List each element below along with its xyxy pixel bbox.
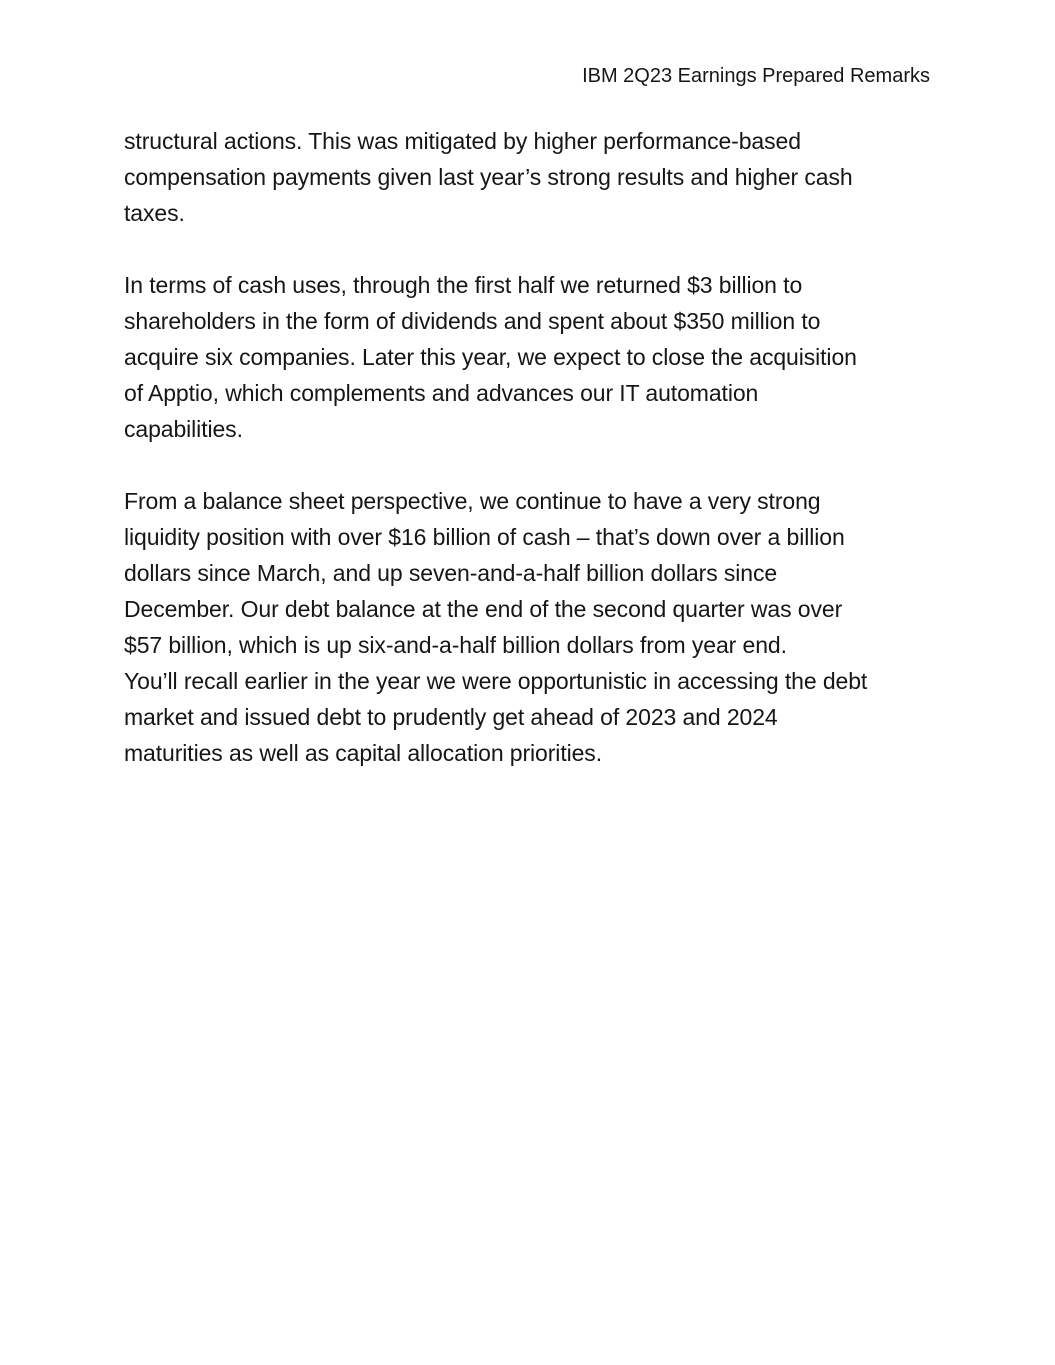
text-line: shareholders in the form of dividends and spent about $350 million to [124, 308, 821, 334]
text-line: In terms of cash uses, through the first half we returned $3 billion to [124, 272, 803, 298]
text-line: acquire six companies. Later this year, we expect to close the acquisition [124, 344, 857, 370]
paragraph-cash-flow-continuation [124, 123, 934, 231]
text-line: taxes. [124, 200, 185, 226]
text-line: maturities as well as capital allocation priorities. [124, 740, 603, 766]
text-line: You’ll recall earlier in the year we were opportunistic in accessing the debt [124, 668, 868, 694]
text-line: $57 billion, which is up six-and-a-half billion dollars from year end. [124, 632, 787, 658]
text-line: of Apptio, which complements and advances our IT automation [124, 380, 759, 406]
body-text [124, 123, 934, 807]
text-line: capabilities. [124, 416, 243, 442]
text-line: compensation payments given last year’s strong results and higher cash [124, 164, 853, 190]
text-line: structural actions. This was mitigated by higher performance-based [124, 128, 801, 154]
running-header: IBM 2Q23 Earnings Prepared Remarks [582, 65, 930, 87]
text-line: December. Our debt balance at the end of the second quarter was over [124, 596, 843, 622]
paragraph-cash-uses [124, 267, 934, 447]
paragraph-balance-sheet [124, 483, 934, 771]
text-line: market and issued debt to prudently get ahead of 2023 and 2024 [124, 704, 778, 730]
text-line: liquidity position with over $16 billion of cash – that’s down over a billion [124, 524, 845, 550]
text-line: dollars since March, and up seven-and-a-half billion dollars since [124, 560, 778, 586]
text-line: From a balance sheet perspective, we continue to have a very strong [124, 488, 821, 514]
